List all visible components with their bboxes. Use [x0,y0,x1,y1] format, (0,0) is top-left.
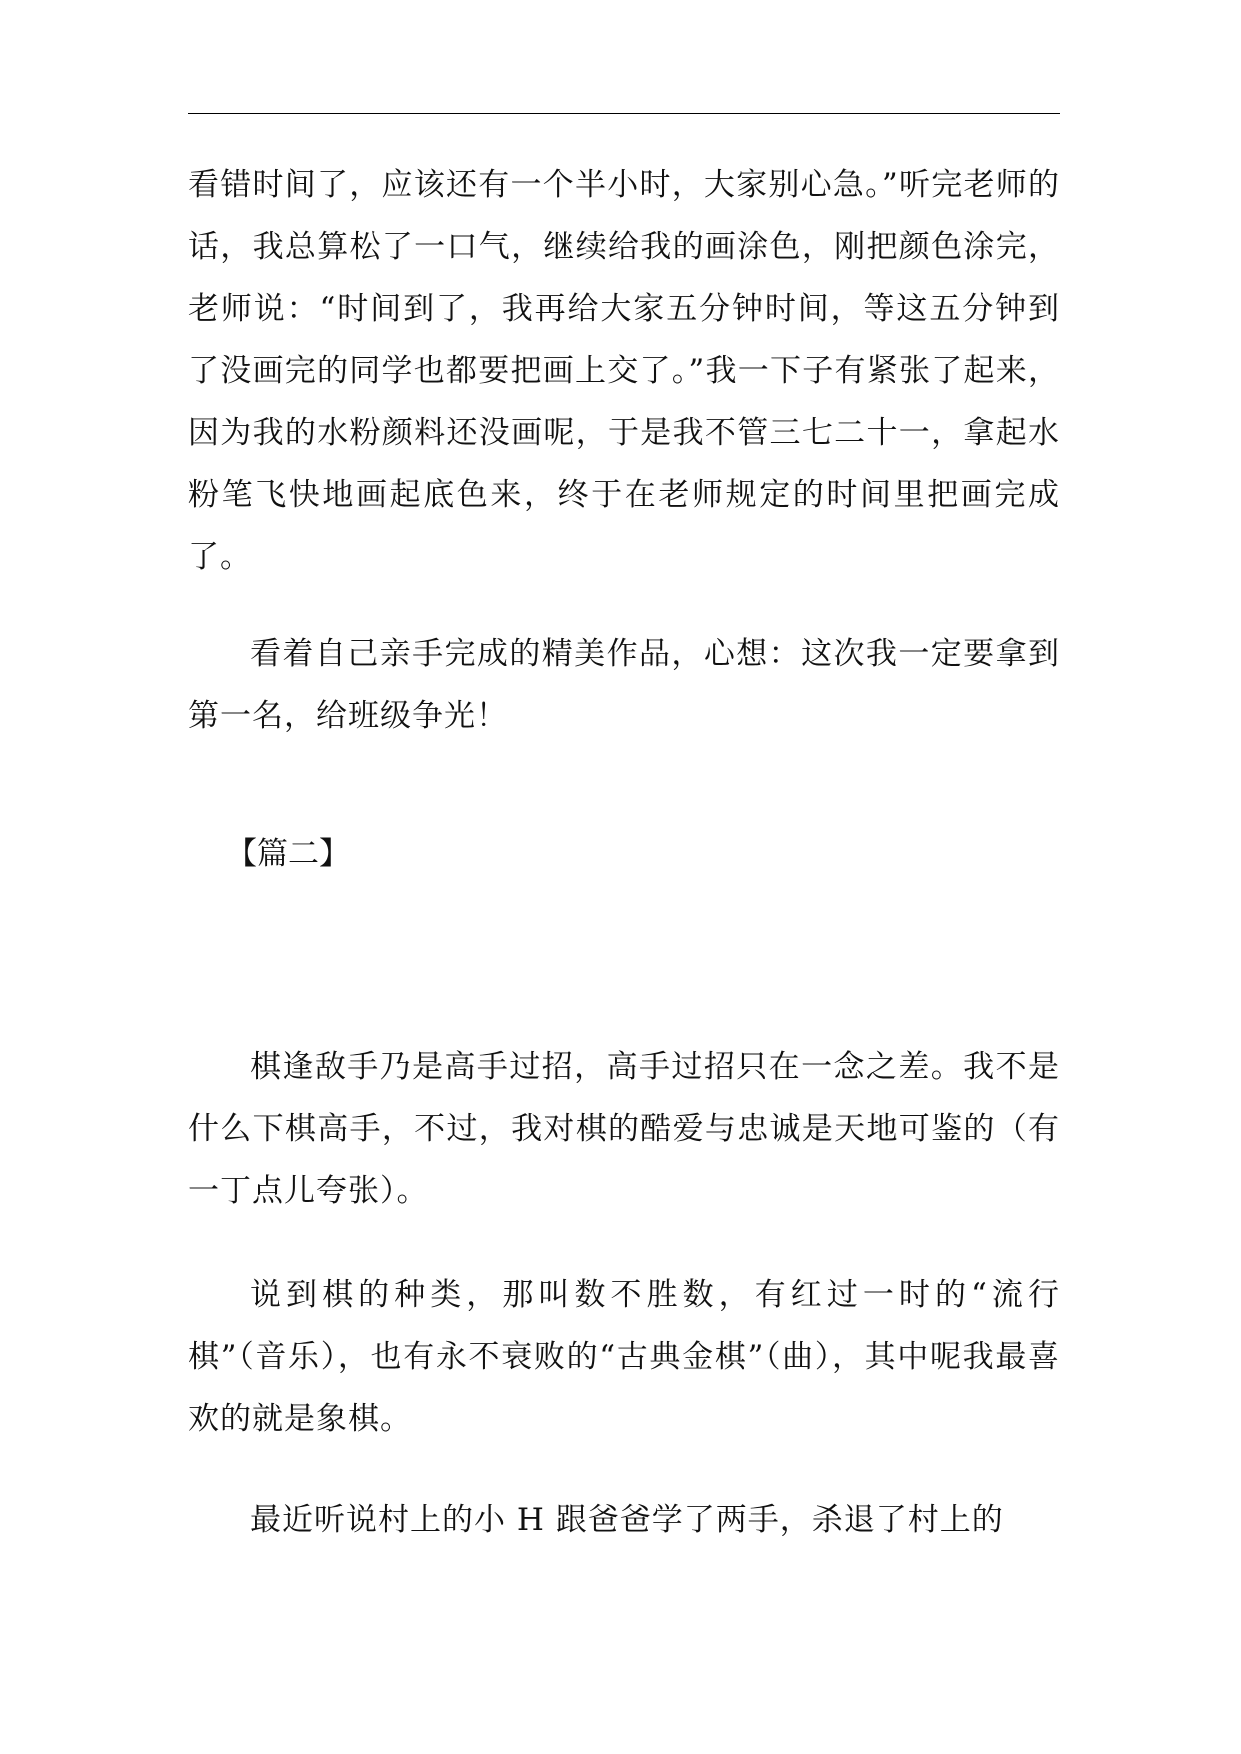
header-rule [188,113,1060,114]
section-heading: 【篇二】 [226,836,350,872]
paragraph-recent: 最近听说村上的小 H 跟爸爸学了两手，杀退了村上的 [250,1502,1004,1538]
paragraph-continued: 看错时间了，应该还有一个半小时，大家别心急。”听完老师的话，我总算松了一口气，继续给我的画涂色，刚把颜色涂完，老师说：“时间到了，我再给大家五分钟时间，等这五分钟到了没画完的同学也都要把画上交了。”我一下子有紧张了起来，因为我的水粉颜料还没画呢，于是我不管三七二十一，拿起水粉笔飞快地画起底色来，终于在老师规定的时间里把画完成了。 [188,167,1060,575]
paragraph-chess-types: 说到棋的种类，那叫数不胜数，有红过一时的“流行棋”（音乐），也有永不衰败的“古典金棋”（曲），其中呢我最喜欢的就是象棋。 [188,1277,1060,1437]
paragraph-conclusion: 看着自己亲手完成的精美作品，心想：这次我一定要拿到第一名，给班级争光！ [188,636,1060,734]
paragraph-intro: 棋逢敌手乃是高手过招，高手过招只在一念之差。我不是什么下棋高手，不过，我对棋的酷爱与忠诚是天地可鉴的（有一丁点儿夸张）。 [188,1049,1060,1209]
